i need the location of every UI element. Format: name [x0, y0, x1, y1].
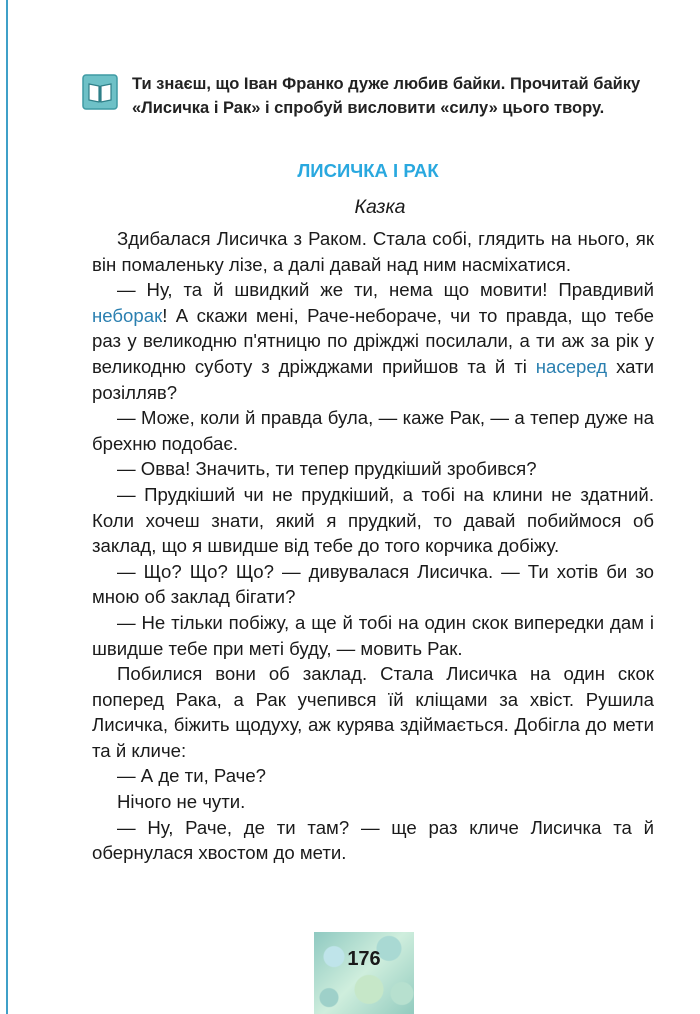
story-paragraph — [92, 789, 654, 815]
page-number: 176 — [347, 948, 381, 970]
intro-text: Ти знаєш, що Іван Франко дуже любив байки. Прочитай байку «Лисичка і Рак» і спробуй висловити «силу» цього твору. — [132, 75, 641, 117]
glossary-word[interactable]: неборак — [92, 304, 163, 326]
story-paragraph — [92, 456, 654, 482]
glossary-word[interactable]: насеред — [535, 355, 608, 377]
text-span: ! А скажи мені, Раче-небораче, чи то правда, що тебе раз у великодню п'ятницю по дріжджі посилали, а ти аж за рік у великодню суботу з дріжджами прийшов та й ті — [92, 304, 654, 377]
story-paragraph — [92, 405, 654, 456]
story-paragraph — [92, 610, 654, 661]
page-number-badge — [314, 932, 414, 1014]
story-subtitle: Казка — [354, 196, 406, 218]
page-edge-rule — [6, 0, 8, 1014]
text-span: — Може, коли й правда була, — каже Рак, — а тепер дуже на брехню подобає. — [92, 407, 654, 454]
story-paragraph — [92, 482, 654, 559]
text-span: — Що? Що? Що? — дивувалася Лисичка. — Ти хотів би зо мною об заклад бігати? — [92, 560, 654, 608]
book-icon — [82, 74, 118, 110]
story-title: ЛИСИЧКА І РАК — [297, 160, 439, 181]
story-paragraph — [92, 277, 654, 405]
story-paragraph — [92, 559, 654, 610]
story-paragraph — [92, 661, 654, 763]
story-body — [92, 226, 654, 866]
text-span: — Овва! Значить, ти тепер прудкіший зробився? — [117, 458, 537, 480]
story-paragraph — [92, 226, 654, 277]
text-span: — Ну, та й швидкий же ти, нема що мовити! Правдивий — [117, 279, 654, 301]
text-span: Нічого не чути. — [117, 791, 246, 813]
story-paragraph — [92, 815, 654, 866]
text-span: — Прудкіший чи не прудкіший, а тобі на клини не здатний. Коли хочеш знати, який я прудкий, то давай побиймося об заклад, що я швидше від тебе до того корчика добіжу. — [92, 483, 654, 557]
text-span: — Ну, Раче, де ти там? — ще раз кличе Лисичка та й обернулася хвостом до мети. — [92, 816, 654, 864]
story-paragraph — [92, 763, 654, 789]
intro-block — [82, 72, 662, 120]
text-span: — А де ти, Раче? — [117, 765, 267, 787]
text-span: хати розілляв? — [92, 355, 654, 403]
text-span: Здибалася Лисичка з Раком. Стала собі, глядить на нього, як він помаленьку лізе, а далі давай над ним насміхатися. — [92, 228, 654, 275]
text-span: Побилися вони об заклад. Стала Лисичка на один скок поперед Рака, а Рак учепився їй кліщами за хвіст. Рушила Лисичка, біжить щодуху, аж курява здіймається. Добігла до мети та й кличе: — [92, 663, 654, 761]
text-span: — Не тільки побіжу, а ще й тобі на один скок випередки дам і швидше тебе при меті буду, — мовить Рак. — [92, 611, 654, 659]
